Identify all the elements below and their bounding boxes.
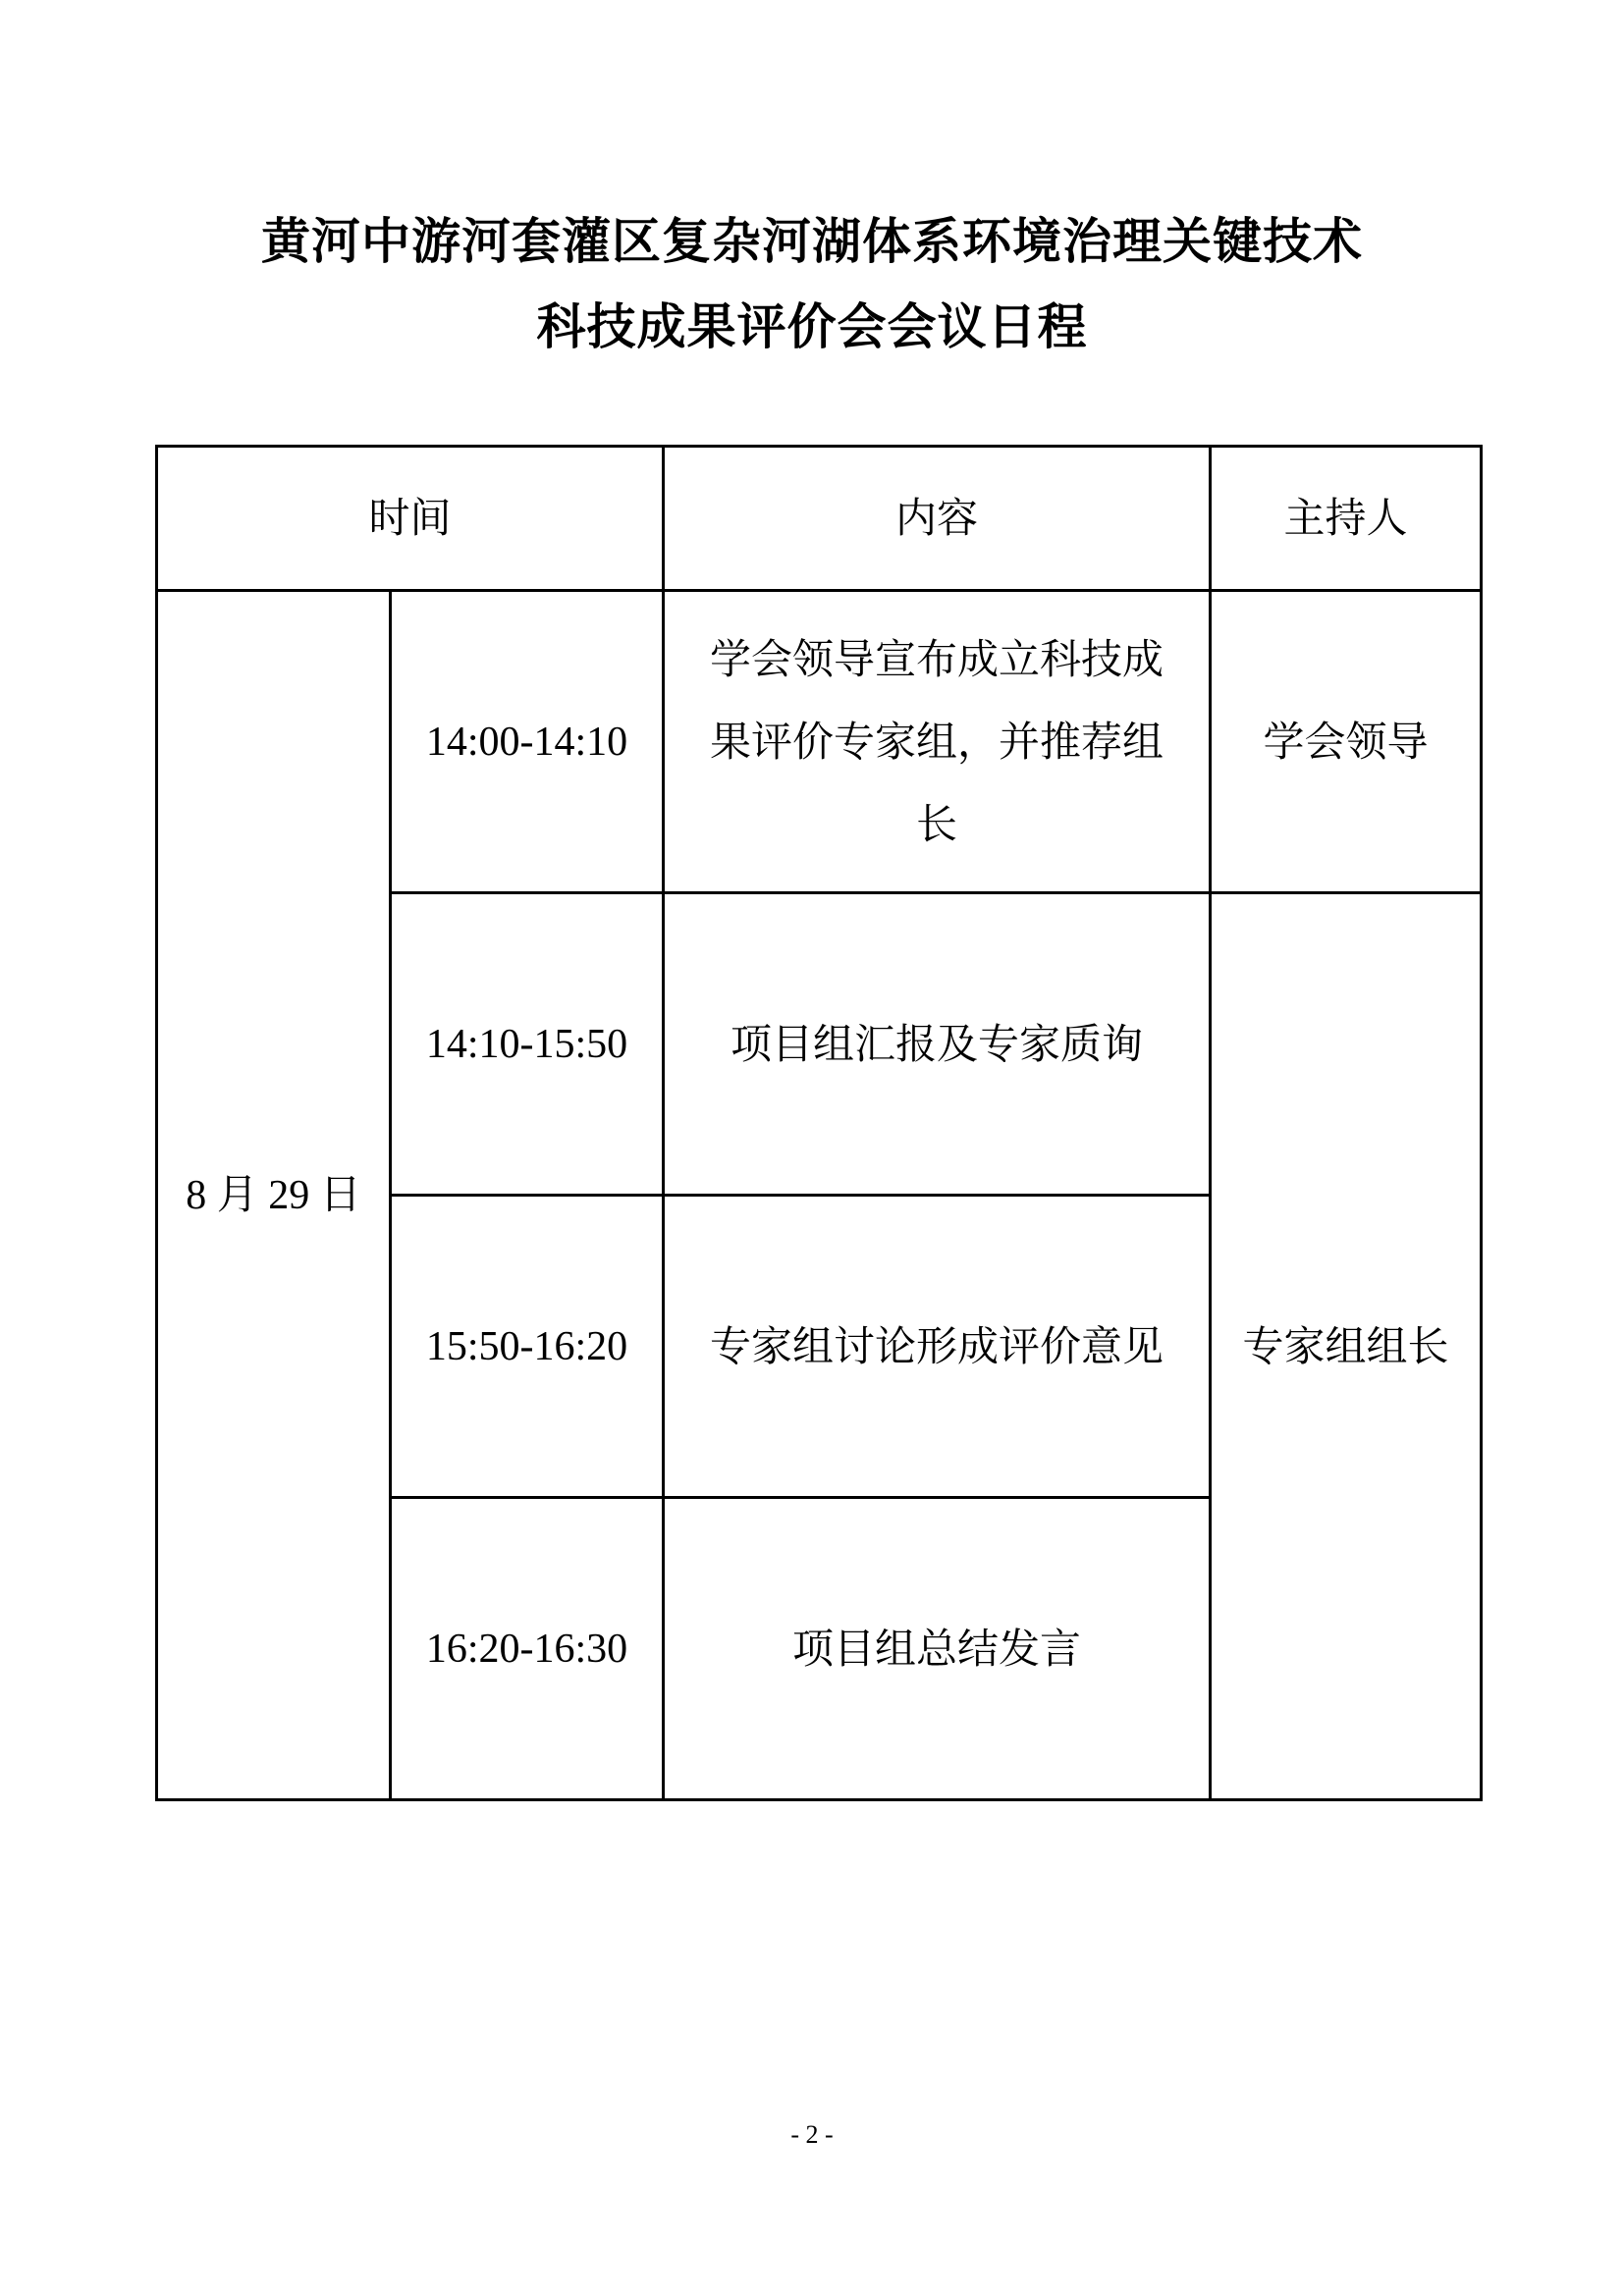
- content-cell: [664, 1498, 1211, 1800]
- host-cell: 专家组组长: [1211, 893, 1482, 1800]
- time-cell: 14:10-15:50: [391, 893, 664, 1196]
- schedule-table: [155, 445, 1483, 1801]
- content-text: 学会领导宣布成立科技成果评价专家组，并推荐组长: [710, 634, 1164, 848]
- header-time: 时间: [157, 447, 664, 591]
- content-cell: [664, 1196, 1211, 1498]
- host-cell: 学会领导: [1211, 591, 1482, 893]
- time-cell: 16:20-16:30: [391, 1498, 664, 1800]
- table-row: [157, 591, 1482, 893]
- document-title-line-2: 科技成果评价会会议日程: [536, 298, 1088, 355]
- time-cell: 15:50-16:20: [391, 1196, 664, 1498]
- content-text: 项目组汇报及专家质询: [731, 1019, 1144, 1068]
- header-host: 主持人: [1211, 447, 1482, 591]
- page-number: - 2 -: [790, 2120, 834, 2149]
- content-cell: [664, 893, 1211, 1196]
- header-content: 内容: [664, 447, 1211, 591]
- time-cell: 14:00-14:10: [391, 591, 664, 893]
- content-cell: [664, 591, 1211, 893]
- table-header-row: [157, 447, 1482, 591]
- content-text: 项目组总结发言: [792, 1624, 1082, 1673]
- document-title-line-1: 黄河中游河套灌区复杂河湖体系环境治理关键技术: [261, 213, 1363, 270]
- date-cell: 8 月 29 日: [157, 591, 391, 1800]
- content-text: 专家组讨论形成评价意见: [710, 1321, 1164, 1370]
